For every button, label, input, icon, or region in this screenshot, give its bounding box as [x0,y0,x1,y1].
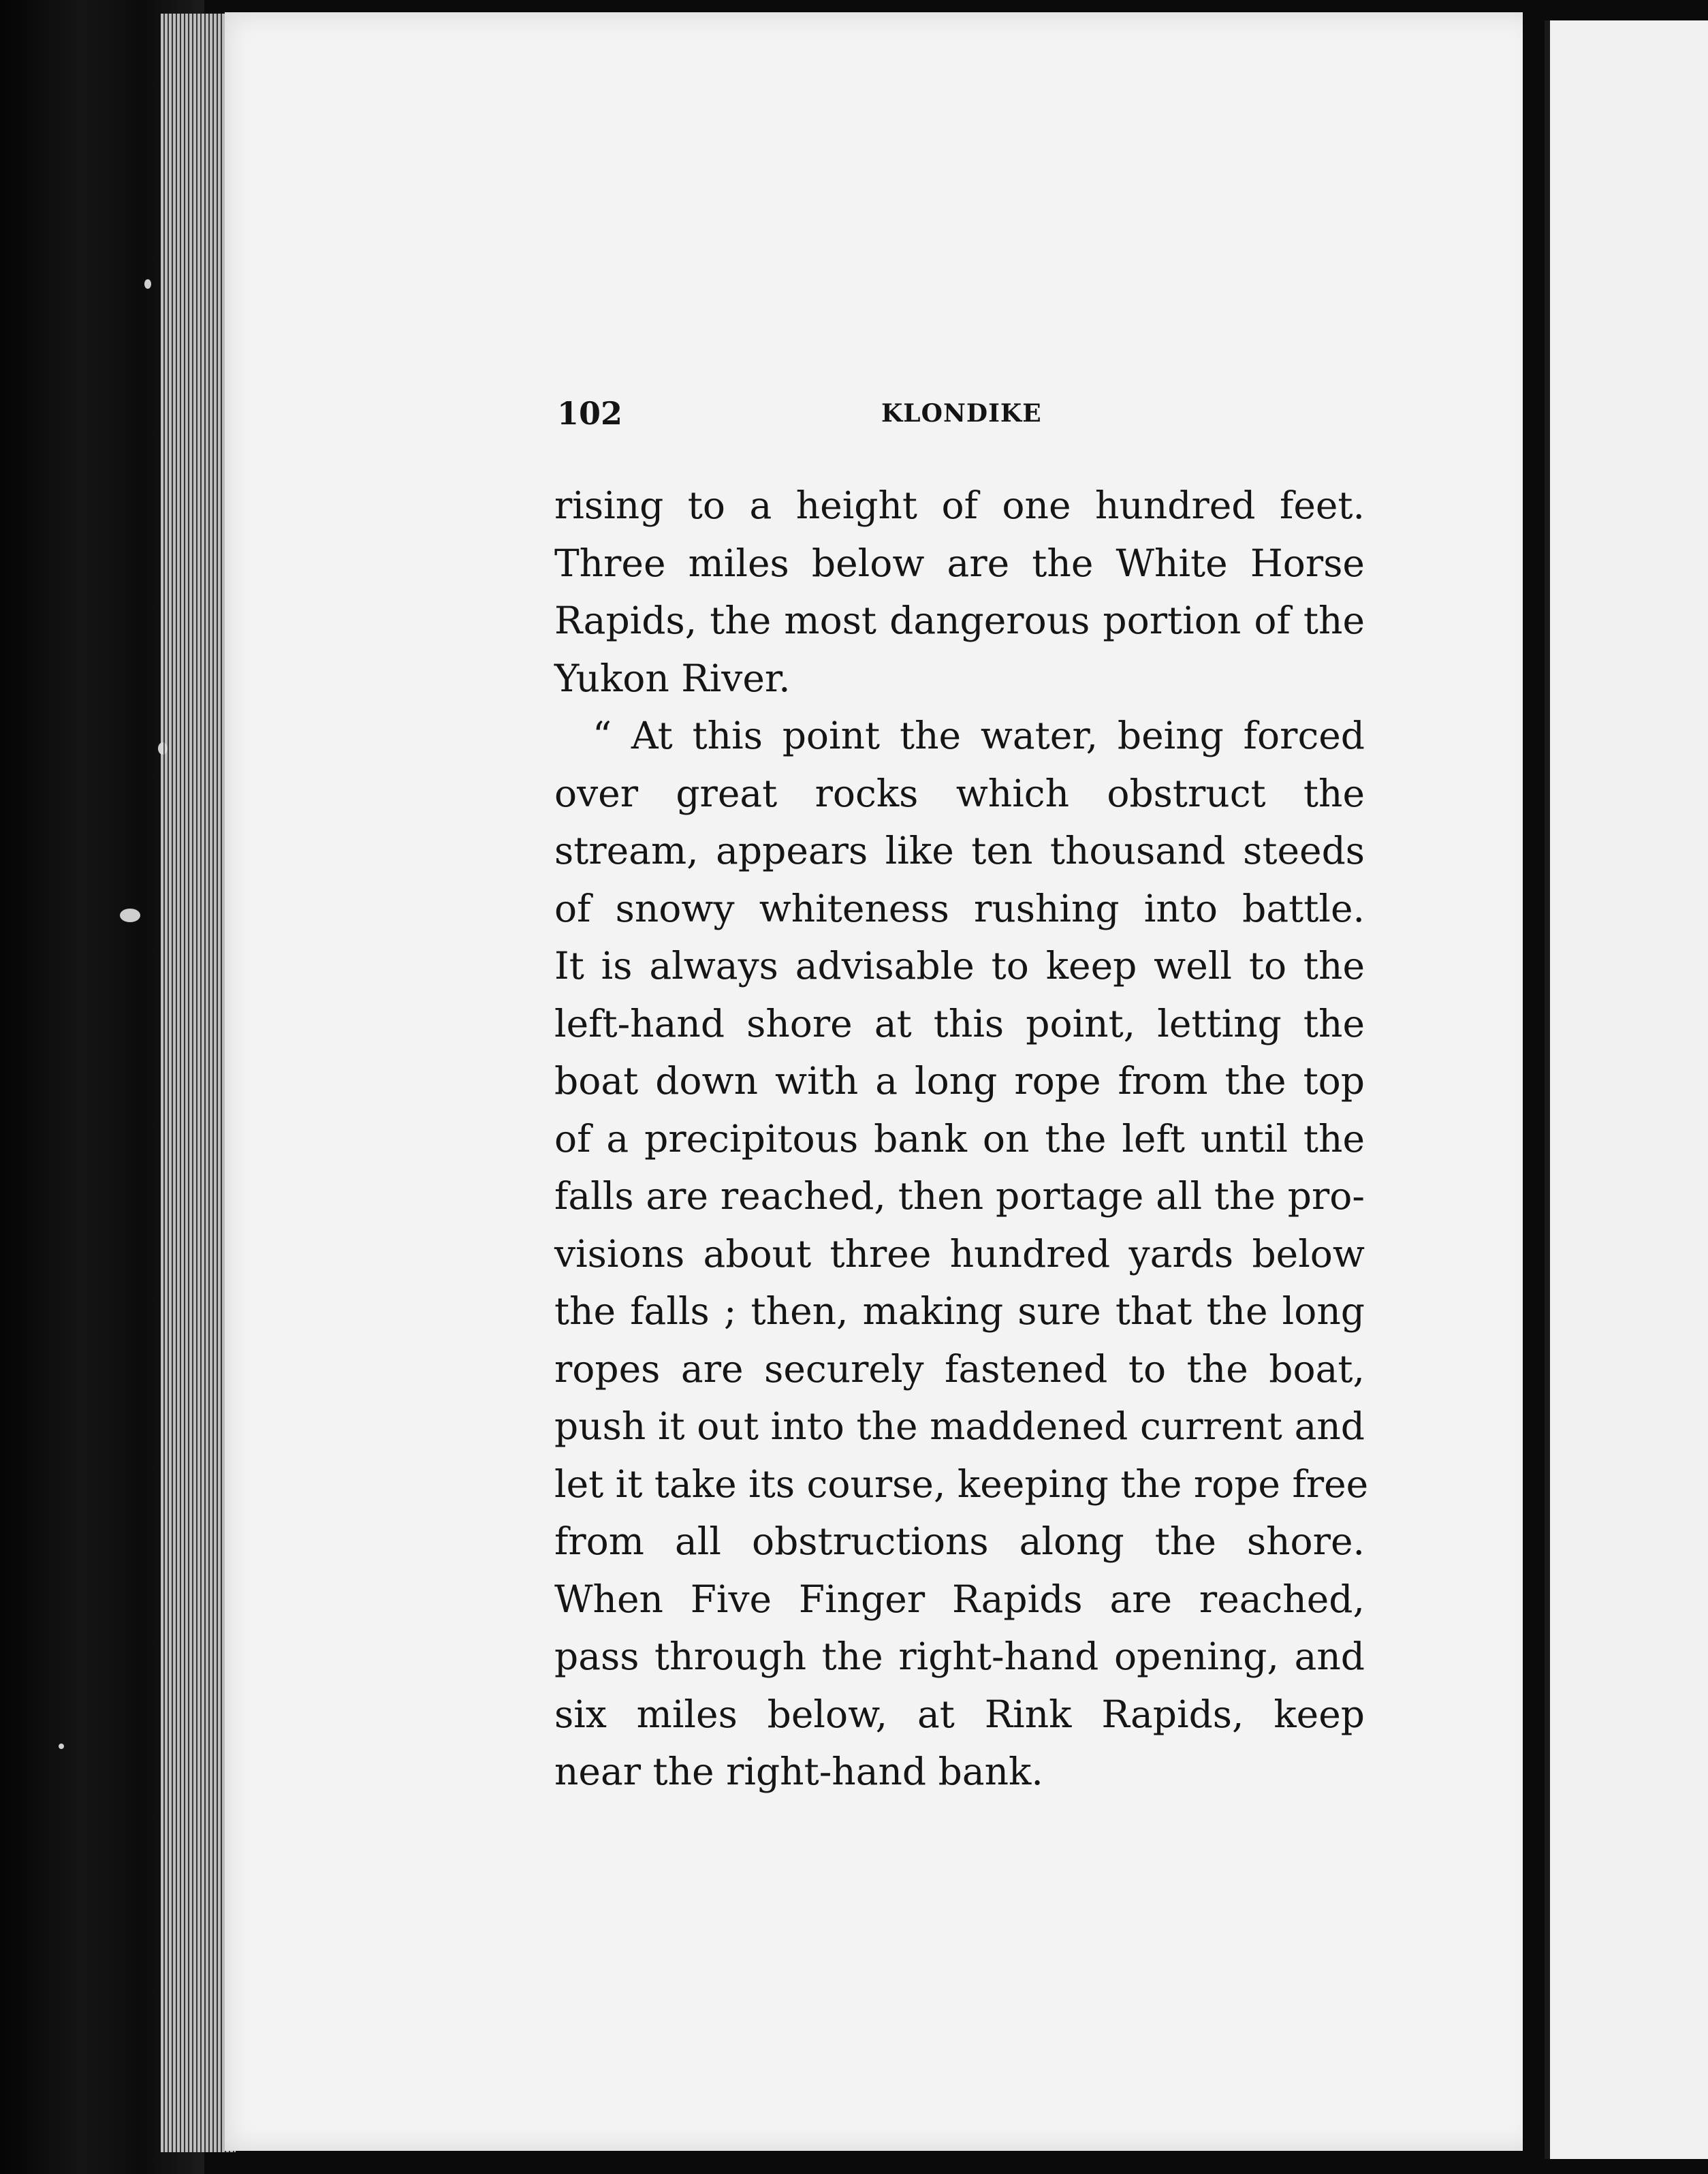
text-line: visions about three hundred yards below [554,1231,1365,1276]
text-line: left-hand shore at this point, letting the [554,1001,1365,1045]
paragraph-2 [554,707,1369,1801]
text-line: near the right-hand bank. [554,1750,1043,1793]
text-line: boat down with a long rope from the top [554,1059,1365,1103]
text-line: When Five Finger Rapids are reached, [554,1577,1365,1621]
text-line: of snowy whiteness rushing into battle. [554,886,1365,930]
text-line: It is always advisable to keep well to the [554,944,1365,988]
text-line: the falls ; then, making sure that the long [554,1289,1365,1333]
dust-speck [120,909,140,922]
dust-speck [144,279,151,289]
text-line: stream, appears like ten thousand steeds [554,829,1365,872]
paragraph-1 [554,477,1365,707]
text-line: push it out into the maddened current and [554,1404,1365,1448]
next-page-edge [1545,20,1708,2159]
text-line: Yukon River. [554,656,791,700]
dust-speck [59,1744,64,1749]
text-line: rising to a height of one hundred feet. [554,484,1365,527]
text-line: Three miles below are the White Horse [554,541,1365,585]
text-line: six miles below, at Rink Rapids, keep [554,1692,1365,1736]
page-number: 102 [557,395,623,432]
text-line: falls are reached, then portage all the pro- [554,1174,1365,1218]
text-line: ropes are securely fastened to the boat, [554,1346,1365,1391]
text-line: let it take its course, keeping the rope free [554,1462,1369,1506]
running-title: KLONDIKE [881,399,1042,428]
text-line: over great rocks which obstruct the [554,771,1365,815]
body-text [554,477,1369,1801]
text-line: “ At this point the water, being forced [592,714,1365,757]
gutter [1523,0,1547,2174]
text-line: of a precipitous bank on the left until the [554,1116,1365,1161]
text-line: Rapids, the most dangerous portion of the [554,599,1365,642]
text-line: pass through the right-hand opening, and [554,1635,1365,1678]
running-head [557,395,1054,436]
text-line: from all obstructions along the shore. [554,1519,1365,1563]
